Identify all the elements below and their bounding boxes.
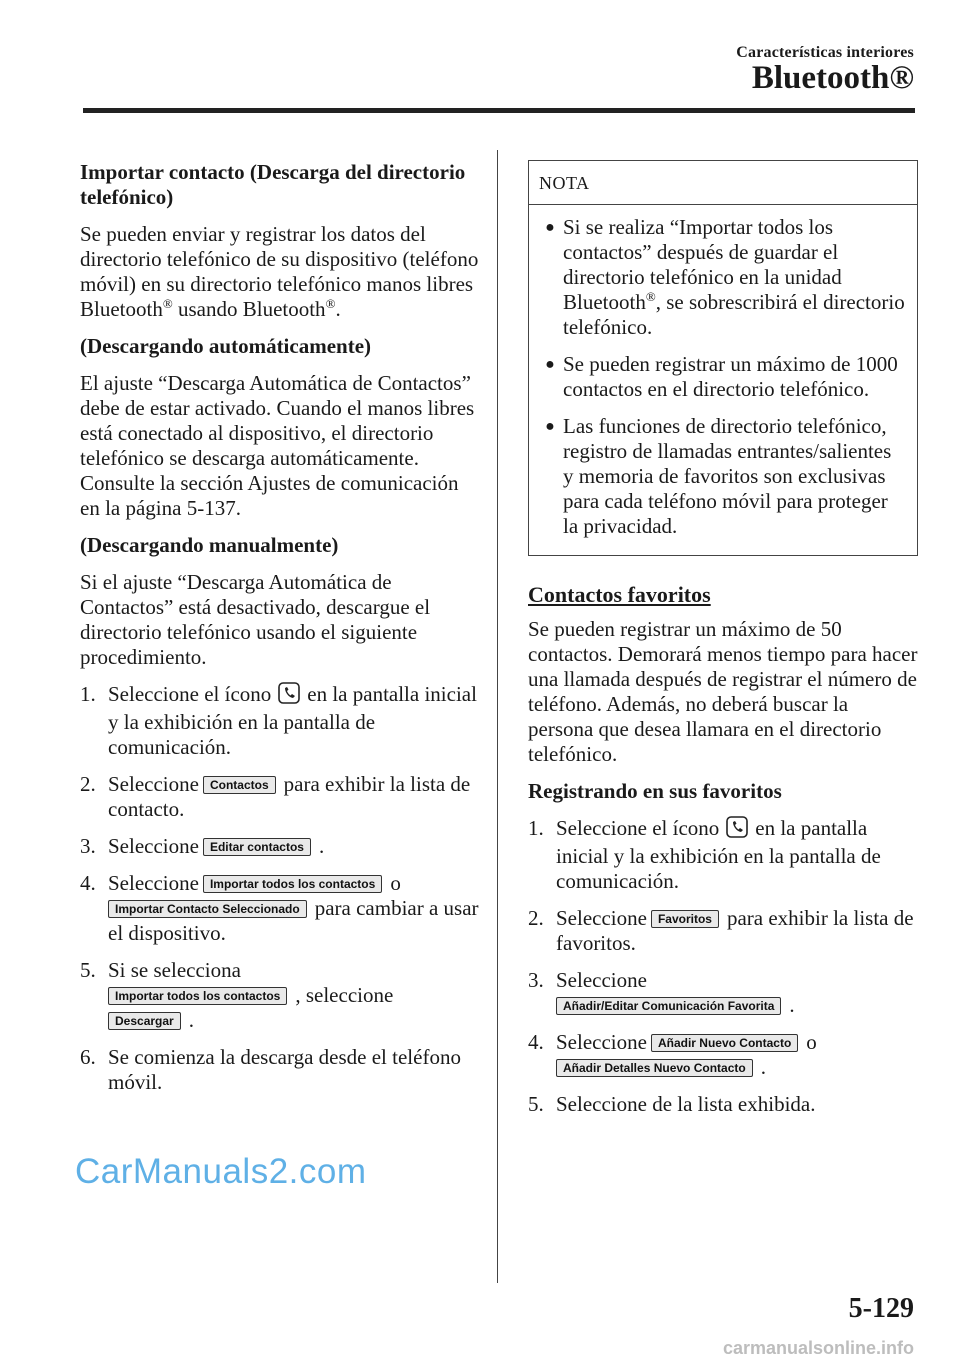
bullet-icon: ● [545, 418, 555, 435]
auto-download-title: (Descargando automáticamente) [80, 334, 372, 358]
phone-icon [725, 816, 749, 844]
import-all-contacts-button[interactable]: Importar todos los contactos [203, 875, 382, 893]
download-button[interactable]: Descargar [108, 1012, 181, 1030]
left-column [80, 160, 480, 1107]
list-item: 3. Seleccione Añadir/Editar Comunicación Favorita . [528, 968, 795, 1017]
register-favorites-title: Registrando en sus favoritos [528, 779, 782, 803]
favorites-button[interactable]: Favoritos [651, 910, 719, 928]
list-item: 3. Seleccione Editar contactos . [80, 834, 325, 858]
edit-contacts-button[interactable]: Editar contactos [203, 838, 311, 856]
bullet-icon: ● [545, 356, 555, 373]
manual-download-text: Si el ajuste “Descarga Automática de Contactos” está desactivado, descargue el directorio telefónico usando el siguiente procedimiento. [80, 570, 431, 669]
list-item: 4. Seleccione Importar todos los contactos o Importar Contacto Seleccionado para cambiar a usar el dispositivo. [80, 871, 479, 945]
list-item: 4. Seleccione Añadir Nuevo Contacto o Añadir Detalles Nuevo Contacto . [528, 1030, 817, 1079]
import-steps [80, 682, 480, 1095]
list-item: 6. Se comienza la descarga desde el teléfono móvil. [80, 1045, 461, 1094]
watermark-logo: CarManuals2.com [75, 1152, 367, 1191]
contacts-button[interactable]: Contactos [203, 776, 276, 794]
note-box [528, 160, 918, 556]
section-title-import: Importar contacto (Descarga del directorio telefónico) [80, 160, 466, 209]
list-item: 1. Seleccione el ícono en la pantalla inicial y la exhibición en la pantalla de comunicación. [80, 682, 477, 759]
list-item: 2. Seleccione Contactos para exhibir la lista de contacto. [80, 772, 471, 821]
manual-download-title: (Descargando manualmente) [80, 533, 339, 557]
phone-icon [277, 682, 301, 710]
list-item: 5. Si se selecciona Importar todos los contactos , seleccione Descargar . [80, 958, 394, 1032]
bullet-icon: ● [545, 219, 555, 236]
auto-download-text: El ajuste “Descarga Automática de Contactos” debe de estar activado. Cuando el manos libres está conectado al dispositivo, el directorio telefónico se descarga automáticamente. Consulte la sección Ajustes de comunicación en la página 5-137. [80, 371, 475, 520]
chapter-title: Bluetooth® [751, 60, 914, 96]
import-all-contacts-button[interactable]: Importar todos los contactos [108, 987, 287, 1005]
list-item: 5. Seleccione de la lista exhibida. [528, 1092, 816, 1116]
right-column [528, 160, 918, 1129]
import-selected-contact-button[interactable]: Importar Contacto Seleccionado [108, 900, 307, 918]
favorites-title: Contactos favoritos [528, 582, 711, 607]
add-new-contact-details-button[interactable]: Añadir Detalles Nuevo Contacto [556, 1059, 753, 1077]
list-item: ● Si se realiza “Importar todos los contactos” después de guardar el directorio telefónico en la unidad Bluetooth®, se sobrescribirá el directorio telefónico. [537, 215, 907, 340]
column-divider [497, 150, 498, 1283]
list-item: ● Las funciones de directorio telefónico, registro de llamadas entrantes/salientes y memoria de favoritos son exclusivas para cada teléfono móvil para proteger la privacidad. [537, 414, 907, 539]
list-item: 2. Seleccione Favoritos para exhibir la lista de favoritos. [528, 906, 914, 955]
footer-site-mark: carmanualsonline.info [722, 1338, 914, 1358]
add-edit-favorite-button[interactable]: Añadir/Editar Comunicación Favorita [556, 997, 781, 1015]
add-new-contact-button[interactable]: Añadir Nuevo Contacto [651, 1034, 798, 1052]
favorites-text: Se pueden registrar un máximo de 50 contactos. Demorará menos tiempo para hacer una llamada después de registrar el número de teléfono. Además, no deberá buscar la persona que desea llamara en el directorio telefónico. [528, 617, 918, 766]
note-heading: NOTA [529, 161, 917, 205]
list-item: ● Se pueden registrar un máximo de 1000 contactos en el directorio telefónico. [537, 352, 907, 402]
page-number: 5-129 [848, 1293, 914, 1324]
list-item: 1. Seleccione el ícono en la pantalla inicial y la exhibición en la pantalla de comunicación. [528, 816, 881, 893]
note-list [537, 215, 907, 539]
import-intro: Se pueden enviar y registrar los datos del directorio telefónico de su dispositivo (teléfono móvil) en su directorio telefónico manos libres Bluetooth® usando Bluetooth®. [80, 222, 479, 321]
favorites-steps [528, 816, 918, 1117]
header-rule [83, 108, 915, 113]
chapter-subtitle: Características interiores [736, 44, 914, 61]
